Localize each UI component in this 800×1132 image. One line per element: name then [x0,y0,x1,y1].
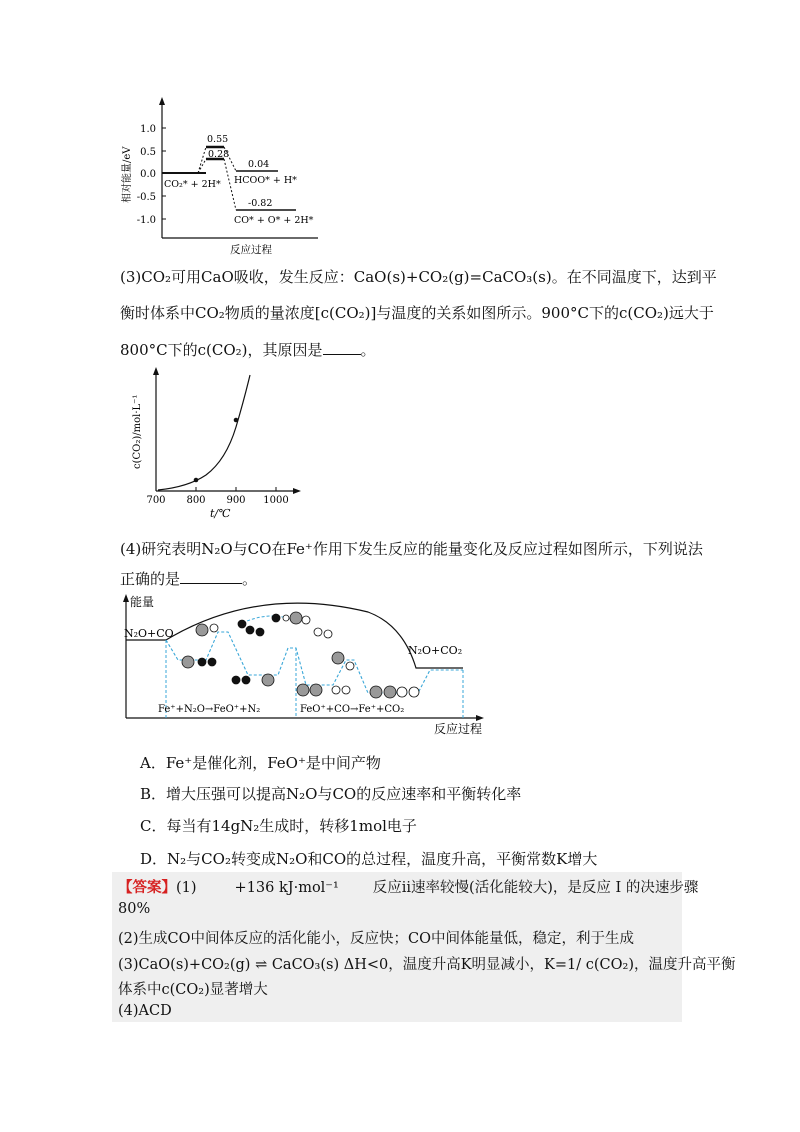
answer-blank-q4 [180,571,242,584]
answer-1b: +136 kJ·mol⁻¹ [234,880,339,896]
fig2-xtick-1000: 1000 [263,495,289,506]
fig1-ytick-2: 0.5 [140,147,156,158]
label-004: 0.04 [248,159,270,170]
fig1-xlabel: 反应过程 [230,244,272,255]
q4-line2-end: 。 [242,570,258,588]
answer-line-5: 体系中c(CO₂)显著增大 [118,982,268,998]
fig2-xlabel: t/℃ [210,507,231,520]
fig3-step1: Fe⁺+N₂O→FeO⁺+N₂ [158,704,261,715]
answer-1a: (1) [176,880,197,896]
answer-line-6: (4)ACD [118,1003,172,1019]
answer-1c: 反应ii速率较慢(活化能较大)，是反应 I 的决速步骤 [372,880,699,896]
q3-line2: 衡时体系中CO₂物质的量浓度[c(CO₂)]与温度的关系如图所示。900°C下的c(CO₂)远大于 [120,304,714,322]
fig1-ytick-4: -0.5 [136,192,156,203]
option-a: A．Fe⁺是催化剂，FeO⁺是中间产物 [140,754,381,772]
answer-tag: 【答案】 [118,879,176,896]
option-b: B．增大压强可以提高N₂O与CO的反应速率和平衡转化率 [140,785,522,803]
fig2-xtick-700: 700 [146,495,166,506]
answer-line-3: (2)生成CO中间体反应的活化能小，反应快；CO中间体能量低，稳定，利于生成 [118,931,635,947]
q3-line3-end: 。 [360,341,376,359]
answer-line-1 [118,876,698,897]
label-hcoo: HCOO* + H* [234,175,297,186]
label-co: CO* + O* + 2H* [234,215,314,226]
fig1-ytick-1: 1.0 [140,124,156,135]
answer-blank-q3 [323,342,361,355]
fig3-left-label: N₂O+CO [124,627,174,640]
fig2-xtick-900: 900 [226,495,246,506]
fig1-ytick-3: 0.0 [140,169,156,180]
energy-profile-figure [118,95,348,255]
label-028: 0.28 [208,149,230,160]
fig1-ytick-5: -1.0 [136,215,156,226]
answer-line-2: 80% [118,901,151,917]
label-055: 0.55 [207,134,229,145]
option-d: D．N₂与CO₂转变成N₂O和CO的总过程，温度升高，平衡常数K增大 [140,850,598,868]
fig2-curve [158,375,250,490]
co2-concentration-figure [118,365,308,525]
fig2-ylabel: c(CO₂)/mol·L⁻¹ [132,394,143,469]
answer-line-4: (3)CaO(s)+CO₂(g) ⇌ CaCO₃(s) ΔH<0，温度升高K明显减小，K=1/ c(CO₂)，温度升高平衡 [118,957,736,973]
fig2-xtick-800: 800 [186,495,206,506]
label-082: -0.82 [248,198,273,209]
fig2-point-900 [234,418,239,423]
catalysis-energy-figure [118,590,488,740]
option-c: C．每当有14gN₂生成时，转移1mol电子 [140,817,417,835]
fig3-step2: FeO⁺+CO→Fe⁺+CO₂ [300,704,405,715]
fig2-point-800 [194,478,199,483]
fig1-ylabel: 相对能量/eV [122,146,133,203]
q3-line3-text: 800°C下的c(CO₂)，其原因是 [120,341,323,359]
q3-line3 [120,339,376,362]
q4-line2-text: 正确的是 [120,570,181,588]
fig3-xlabel: 反应过程 [434,722,483,736]
q4-line1: (4)研究表明N₂O与CO在Fe⁺作用下发生反应的能量变化及反应过程如图所示，下列说法 [120,540,703,558]
fig3-right-label: N₂O+CO₂ [408,644,463,657]
q4-line2 [120,568,257,591]
fig3-ylabel: 能量 [130,595,155,609]
label-start: CO₂* + 2H* [164,179,221,190]
q3-line1: (3)CO₂可用CaO吸收，发生反应：CaO(s)+CO₂(g)=CaCO₃(s)。在不同温度下，达到平 [120,268,717,286]
